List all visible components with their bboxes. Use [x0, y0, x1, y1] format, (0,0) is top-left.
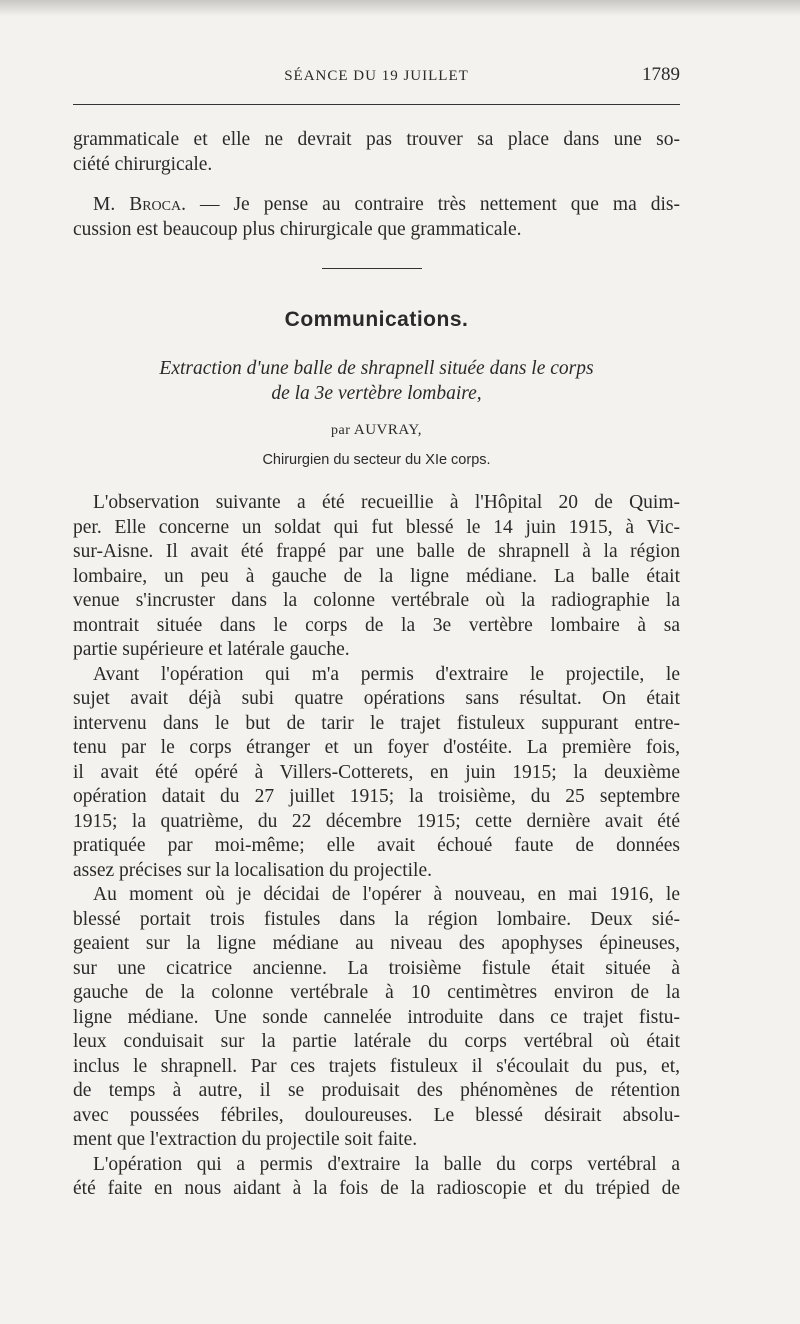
- running-title: SÉANCE DU 19 JUILLET: [284, 68, 469, 84]
- body-line: pratiquée par moi-même; elle avait échoué faute de données: [73, 835, 680, 856]
- body-line: tenu par le corps étranger et un foyer d'ostéite. La première fois,: [73, 737, 680, 758]
- page-number: 1789: [642, 64, 680, 85]
- text-line: cussion est beaucoup plus chirurgicale que grammaticale.: [73, 218, 522, 240]
- body-line: venue s'incruster dans la colonne vertébrale où la radiographie la: [73, 590, 680, 611]
- body-line: geaient sur la ligne médiane au niveau des apophyses épineuses,: [73, 933, 680, 954]
- article-title-line: Extraction d'une balle de shrapnell située dans le corps: [159, 358, 594, 379]
- running-header: [73, 64, 680, 88]
- article-title-line: de la 3e vertèbre lombaire,: [271, 383, 482, 404]
- body-line: gauche de la colonne vertébrale à 10 centimètres environ de la: [73, 982, 680, 1003]
- body-line: L'observation suivante a été recueillie à l'Hôpital 20 de Quim-: [93, 492, 680, 513]
- body-line: montrait située dans le corps de la 3e vertèbre lombaire à sa: [73, 614, 680, 636]
- article-body: [73, 491, 680, 1202]
- body-line: intervenu dans le but de tarir le trajet fistuleux suppurant entre-: [73, 712, 680, 734]
- body-line: ligne médiane. Une sonde cannelée introduite dans ce trajet fistu-: [73, 1006, 680, 1028]
- scan-edge-shadow: [0, 0, 800, 16]
- body-line: lombaire, un peu à gauche de la ligne médiane. La balle était: [73, 565, 680, 587]
- body-line: opération datait du 27 juillet 1915; la troisième, du 25 septembre: [73, 786, 680, 807]
- body-line: assez précises sur la localisation du projectile.: [73, 859, 432, 881]
- body-line: partie supérieure et latérale gauche.: [73, 639, 350, 660]
- text-line: [73, 193, 680, 218]
- body-line: il avait été opéré à Villers-Cotterets, en juin 1915; la deuxième: [73, 761, 680, 783]
- speech-text: — Je pense au contraire très nettement que ma dis-: [185, 194, 680, 215]
- body-line: de temps à autre, il se produisait des phénomènes de rétention: [73, 1080, 680, 1101]
- body-line: avec poussées fébriles, douloureuses. Le blessé désirait absolu-: [73, 1104, 680, 1126]
- author-affiliation: Chirurgien du secteur du XIe corps.: [262, 452, 491, 468]
- intro-paragraph: [73, 128, 680, 177]
- body-line: blessé portait trois fistules dans la région lombaire. Deux sié-: [73, 908, 680, 930]
- body-line: L'opération qui a permis d'extraire la balle du corps vertébral a: [93, 1153, 680, 1175]
- text-line: ciété chirurgicale.: [73, 153, 213, 175]
- text-line: grammaticale et elle ne devrait pas trouver sa place dans une so-: [73, 129, 680, 150]
- body-line: 1915; la quatrième, du 22 décembre 1915; cette dernière avait été: [73, 810, 680, 832]
- broca-paragraph: [73, 193, 680, 242]
- section-heading: Communications.: [284, 308, 469, 331]
- body-line: sur une cicatrice ancienne. La troisième fistule était située à: [73, 957, 680, 979]
- body-line: Au moment où je décidai de l'opérer à nouveau, en mai 1916, le: [93, 884, 680, 905]
- author-name: AUVRAY,: [353, 422, 422, 438]
- header-rule: [73, 104, 680, 105]
- body-line: été faite en nous aidant à la fois de la radioscopie et du trépied de: [73, 1178, 680, 1199]
- body-line: leux conduisait sur la partie latérale du corps vertébral où était: [73, 1031, 680, 1052]
- article-title: [73, 356, 680, 406]
- body-line: Avant l'opération qui m'a permis d'extraire le projectile, le: [93, 663, 680, 685]
- body-line: sur-Aisne. Il avait été frappé par une balle de shrapnell à la région: [73, 541, 680, 562]
- body-line: inclus le shrapnell. Par ces trajets fistuleux il s'écoulait du pus, et,: [73, 1055, 680, 1077]
- speaker-name: M. Broca.: [93, 194, 186, 215]
- body-line: sujet avait déjà subi quatre opérations sans résultat. On était: [73, 688, 680, 709]
- section-separator: [322, 268, 422, 269]
- body-line: ment que l'extraction du projectile soit faite.: [73, 1129, 418, 1150]
- article-byline: [73, 422, 680, 439]
- byline-prefix: par: [331, 423, 351, 438]
- body-line: per. Elle concerne un soldat qui fut blessé le 14 juin 1915, à Vic-: [73, 516, 680, 538]
